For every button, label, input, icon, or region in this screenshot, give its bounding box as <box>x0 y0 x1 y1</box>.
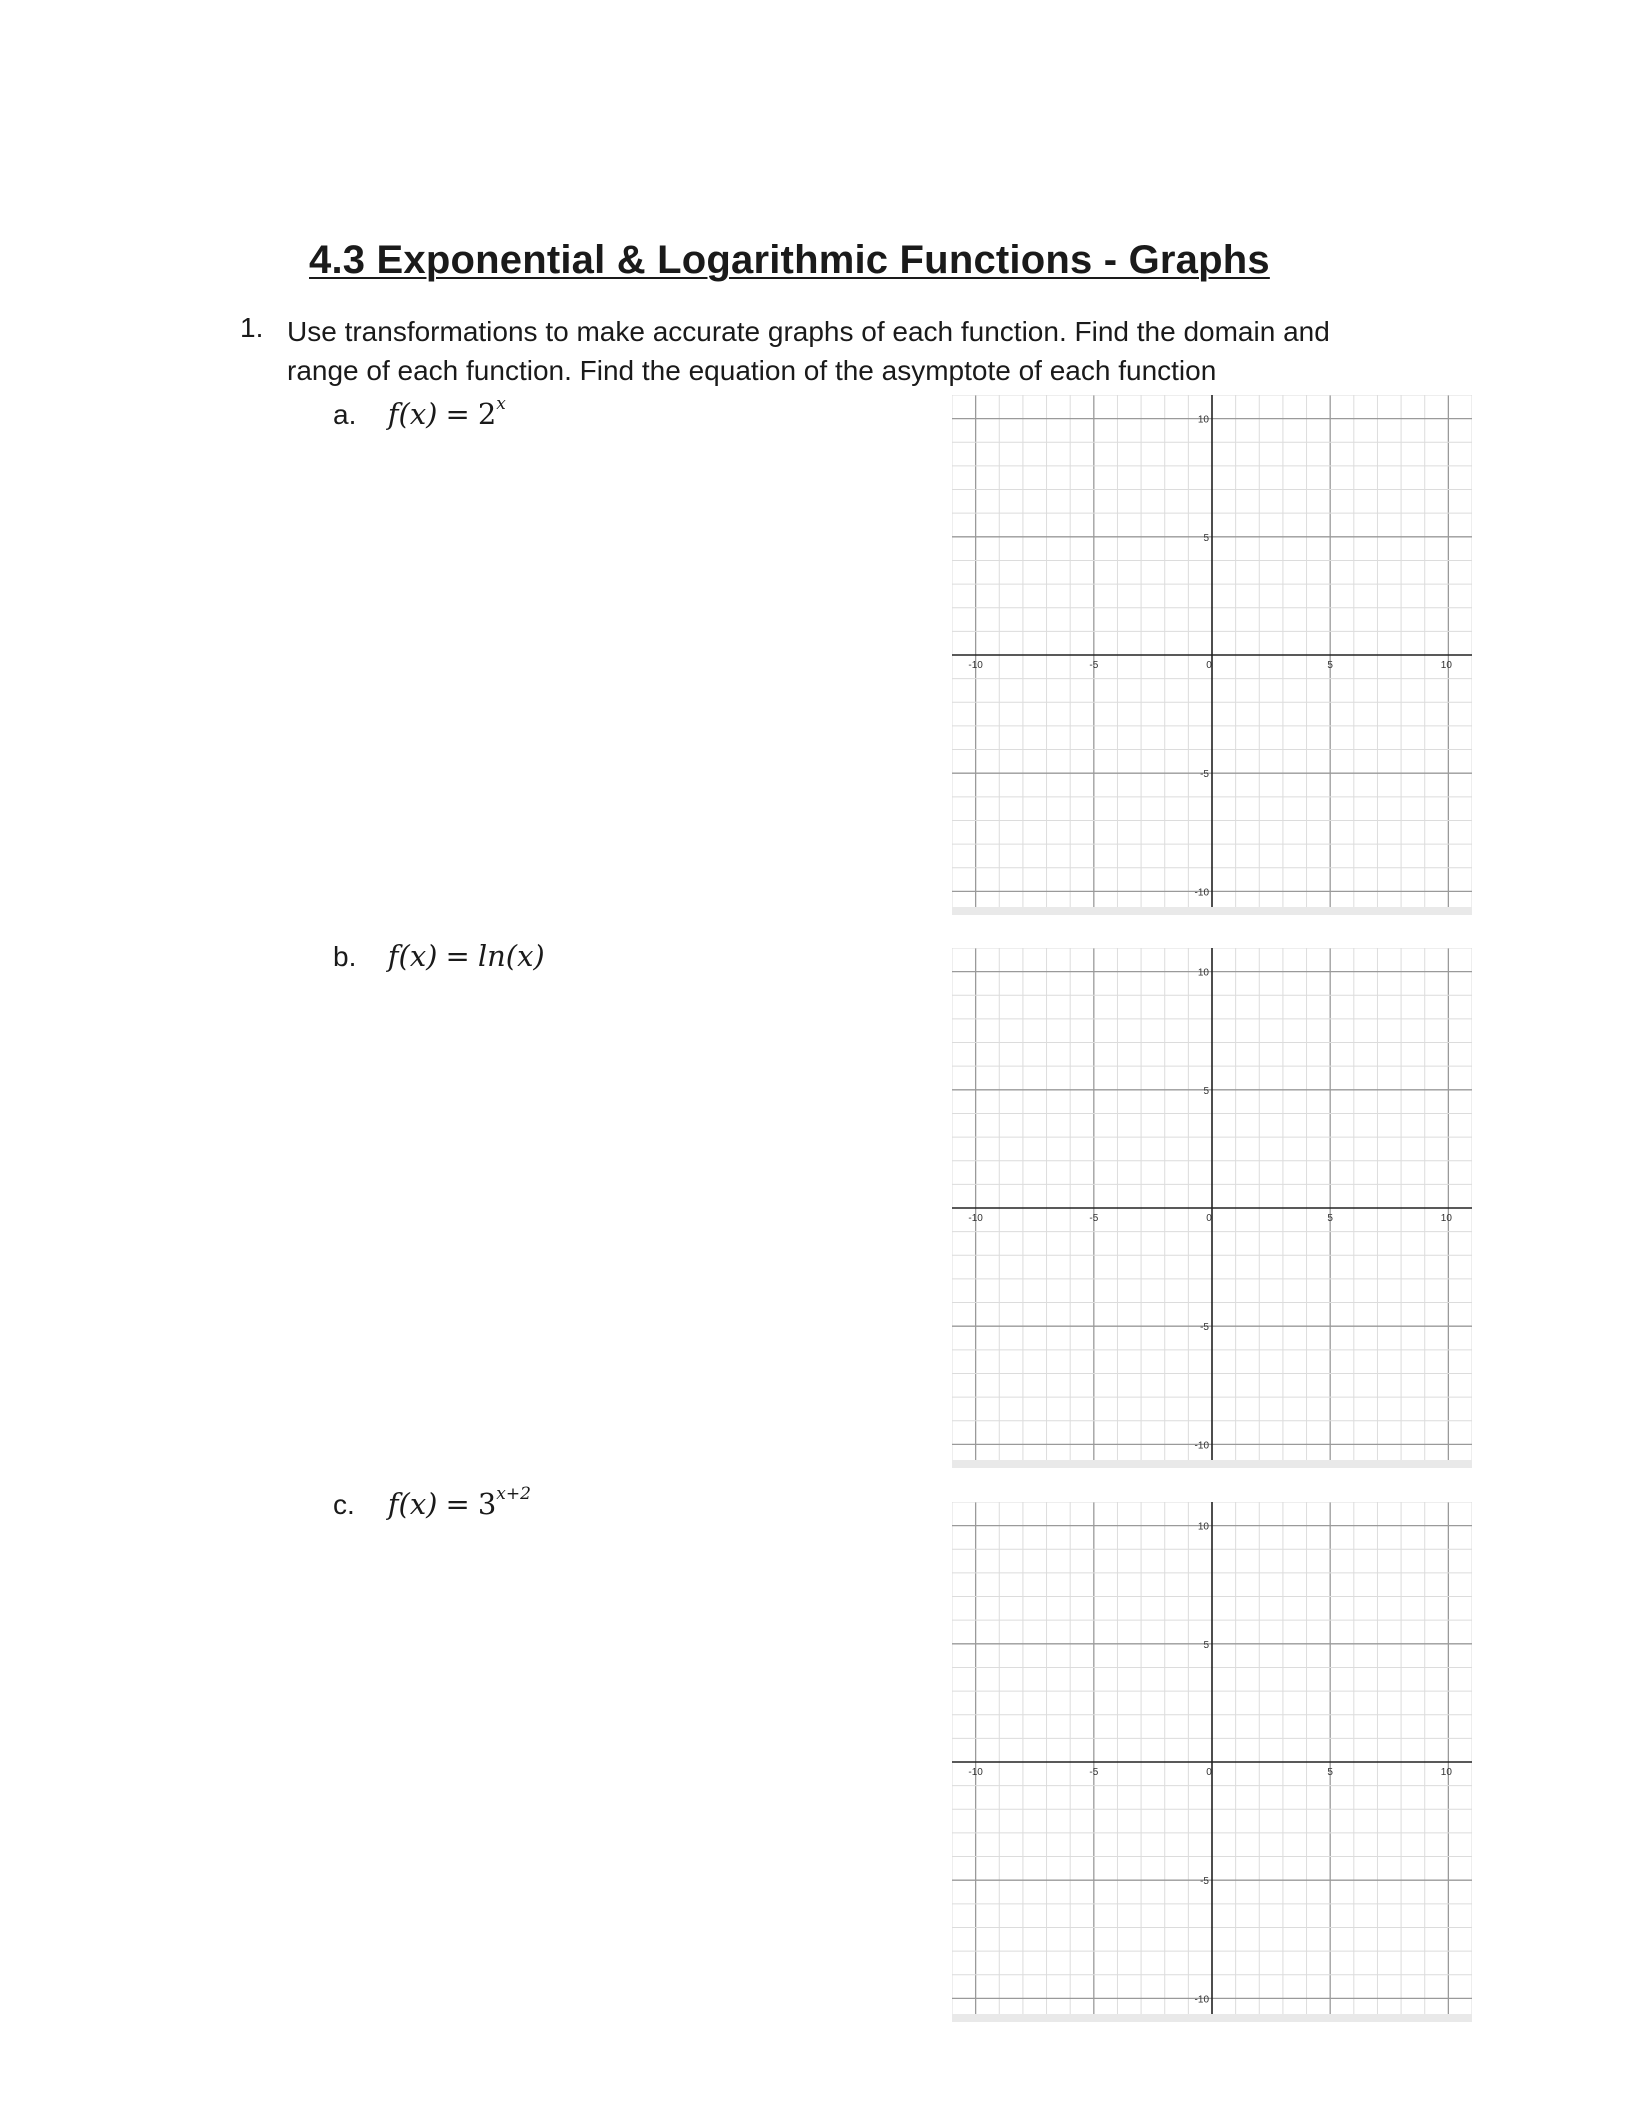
equals-sign: = <box>445 1487 470 1521</box>
coordinate-grid[interactable] <box>952 395 1472 915</box>
y-tick-label: 5 <box>1203 1639 1209 1651</box>
function-base: 2 <box>477 397 497 431</box>
y-tick-label: -5 <box>1200 1876 1209 1888</box>
function-lhs: f(x) <box>387 939 438 973</box>
x-tick-label: -5 <box>1089 660 1099 671</box>
y-tick-label: 5 <box>1203 1085 1209 1097</box>
question-text: Use transformations to make accurate graphs of each function. Find the domain and range of each function. Find the equation of the asymptote of each function <box>287 316 1330 386</box>
graph-grid-c[interactable] <box>952 1502 1472 2022</box>
x-tick-label: 0 <box>1206 1767 1212 1778</box>
x-tick-label: 5 <box>1327 1213 1333 1224</box>
y-tick-label: -5 <box>1200 769 1209 781</box>
graph-grid-b[interactable] <box>952 948 1472 1468</box>
y-tick-label: 5 <box>1203 532 1209 544</box>
x-tick-label: 0 <box>1206 660 1212 671</box>
y-tick-label: -10 <box>1194 1440 1209 1452</box>
part-c <box>333 1484 531 1521</box>
grid-bottom-strip <box>952 907 1472 915</box>
grid-bottom-strip <box>952 1460 1472 1468</box>
function-expression <box>387 1484 531 1521</box>
graph-grid-a[interactable] <box>952 395 1472 915</box>
part-a <box>333 394 506 431</box>
y-tick-label: -10 <box>1194 1994 1209 2006</box>
equals-sign: = <box>445 939 470 973</box>
grid-bottom-strip <box>952 2014 1472 2022</box>
x-tick-label: -5 <box>1089 1213 1099 1224</box>
y-tick-label: 10 <box>1197 967 1209 979</box>
x-tick-label: 5 <box>1327 660 1333 671</box>
function-exponent: x+2 <box>496 1484 531 1505</box>
worksheet-title: 4.3 Exponential & Logarithmic Functions - Graphs <box>309 238 1270 282</box>
x-tick-label: 10 <box>1440 1767 1452 1778</box>
x-tick-label: 10 <box>1440 660 1452 671</box>
y-tick-label: -5 <box>1200 1322 1209 1334</box>
y-tick-label: 10 <box>1197 414 1209 426</box>
function-lhs: f(x) <box>387 397 438 431</box>
x-tick-label: 0 <box>1206 1213 1212 1224</box>
function-expression <box>387 394 506 431</box>
x-tick-label: -5 <box>1089 1767 1099 1778</box>
function-expression <box>388 939 545 973</box>
y-tick-label: -10 <box>1194 887 1209 899</box>
coordinate-grid[interactable] <box>952 948 1472 1468</box>
function-exponent: x <box>496 394 506 415</box>
question-number: 1. <box>240 312 264 343</box>
x-tick-label: -10 <box>968 660 983 671</box>
part-letter: b. <box>333 941 357 972</box>
function-lhs: f(x) <box>387 1487 438 1521</box>
part-b <box>333 939 545 973</box>
x-tick-label: -10 <box>968 1767 983 1778</box>
equals-sign: = <box>445 397 470 431</box>
function-base: 3 <box>477 1487 497 1521</box>
function-base: ln(x) <box>477 939 545 973</box>
coordinate-grid[interactable] <box>952 1502 1472 2022</box>
x-tick-label: -10 <box>968 1213 983 1224</box>
x-tick-label: 5 <box>1327 1767 1333 1778</box>
x-tick-label: 10 <box>1440 1213 1452 1224</box>
part-letter: a. <box>333 399 357 430</box>
y-tick-label: 10 <box>1197 1521 1209 1533</box>
part-letter: c. <box>333 1489 355 1520</box>
